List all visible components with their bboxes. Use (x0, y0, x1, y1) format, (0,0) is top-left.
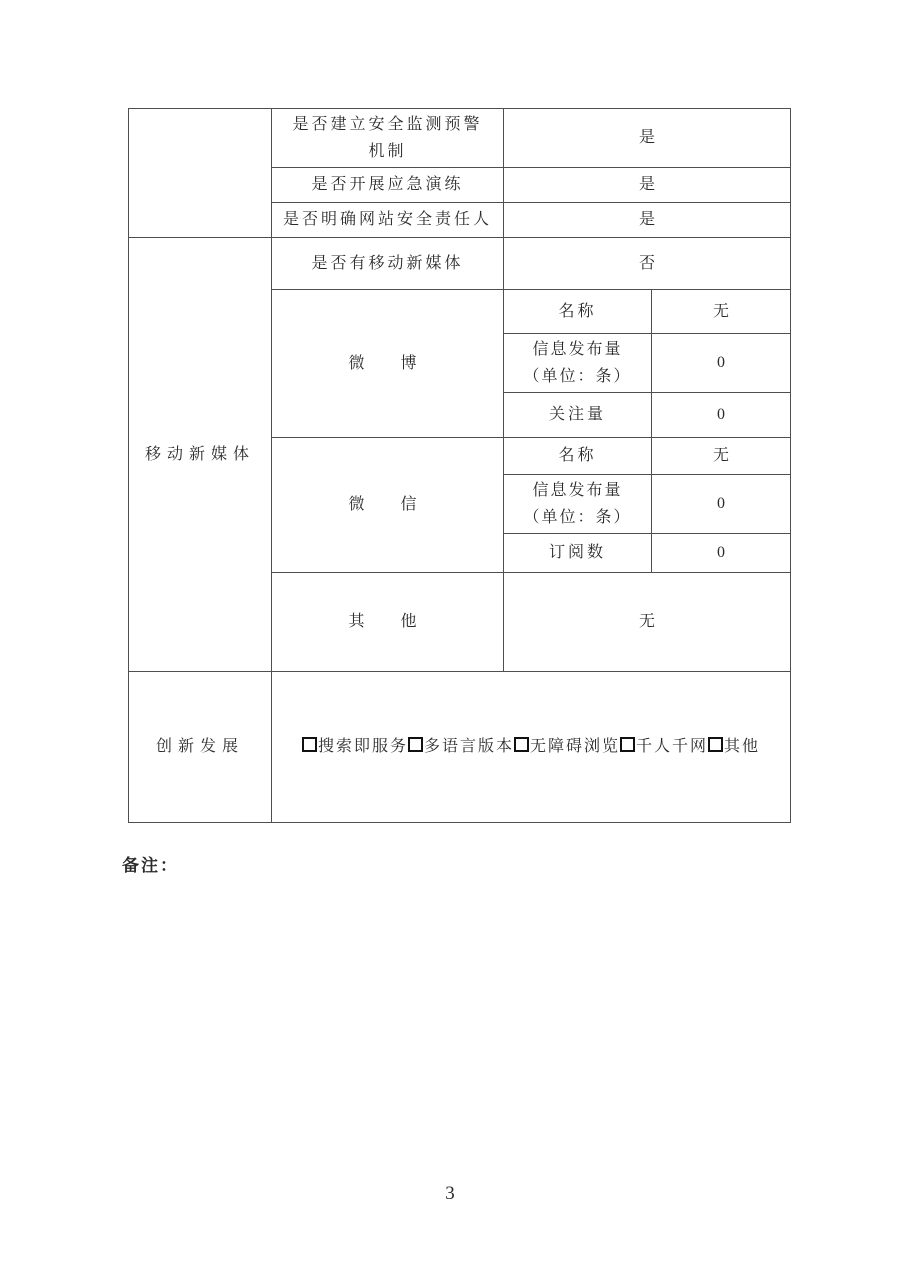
metric-label-cell (504, 334, 652, 393)
innovation-option (514, 738, 620, 755)
innovation-option-label: 千人千网 (636, 738, 709, 755)
innovation-option-label: 其他 (724, 738, 761, 755)
question-text: 是否建立安全监测预警机制 (292, 116, 483, 160)
innovation-options-cell (272, 672, 791, 823)
checkbox-icon[interactable] (408, 737, 423, 752)
metric-label-cell (504, 475, 652, 534)
answer-cell: 无 (504, 573, 791, 672)
innovation-option (408, 738, 514, 755)
page-number: 3 (445, 1183, 455, 1204)
checkbox-icon[interactable] (620, 737, 635, 752)
category-cell-mobile-media: 移动新媒体 (129, 238, 272, 672)
metric-value-cell: 0 (652, 534, 791, 573)
metric-value-cell: 0 (652, 475, 791, 534)
metric-label-cell: 关注量 (504, 393, 652, 438)
answer-cell: 是 (504, 109, 791, 168)
question-cell (272, 109, 504, 168)
question-cell: 是否有移动新媒体 (272, 238, 504, 290)
table-row (129, 238, 791, 290)
answer-cell: 否 (504, 238, 791, 290)
table-row (129, 672, 791, 823)
metric-label-cell: 订阅数 (504, 534, 652, 573)
metric-label-line2: （单位：条） (523, 509, 632, 526)
metric-label-cell: 名称 (504, 438, 652, 475)
innovation-option (302, 738, 408, 755)
metric-value-cell: 无 (652, 438, 791, 475)
innovation-option-label: 搜索即服务 (317, 738, 408, 755)
metric-label-line1: 信息发布量 (532, 482, 623, 499)
innovation-option (620, 738, 708, 755)
answer-cell: 是 (504, 168, 791, 203)
metric-value-cell: 无 (652, 290, 791, 334)
notes-label: 备注： (122, 856, 179, 875)
innovation-option-label: 多语言版本 (423, 738, 514, 755)
innovation-option-label: 无障碍浏览 (529, 738, 620, 755)
annual-report-table (128, 108, 791, 823)
checkbox-icon[interactable] (514, 737, 529, 752)
question-cell: 是否明确网站安全责任人 (272, 203, 504, 238)
media-label-cell-wechat: 微 信 (272, 438, 504, 573)
metric-value-cell: 0 (652, 393, 791, 438)
answer-cell: 是 (504, 203, 791, 238)
innovation-option (708, 738, 760, 755)
metric-value-cell: 0 (652, 334, 791, 393)
metric-label-line2: （单位：条） (523, 368, 632, 385)
media-label-cell-other: 其 他 (272, 573, 504, 672)
media-label-cell-weibo: 微 博 (272, 290, 504, 438)
category-cell-empty (129, 109, 272, 238)
question-cell: 是否开展应急演练 (272, 168, 504, 203)
metric-label-line1: 信息发布量 (532, 341, 623, 358)
table-row (129, 109, 791, 168)
metric-label-cell: 名称 (504, 290, 652, 334)
checkbox-icon[interactable] (708, 737, 723, 752)
checkbox-icon[interactable] (302, 737, 317, 752)
category-cell-innovation: 创新发展 (129, 672, 272, 823)
